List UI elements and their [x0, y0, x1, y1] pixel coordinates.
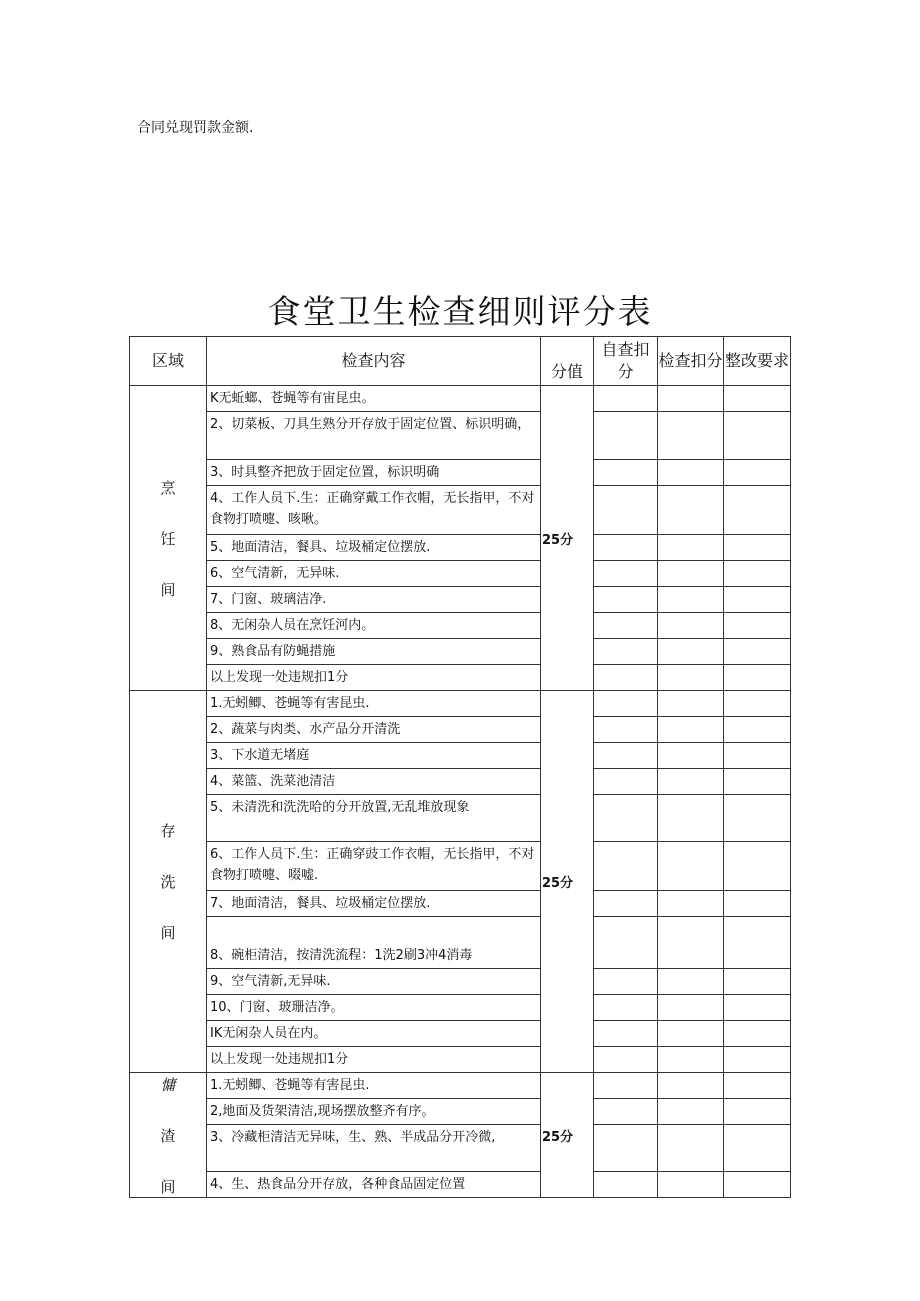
table-row — [130, 1021, 791, 1047]
inspect-cell[interactable] — [658, 717, 724, 743]
check-item: 1.无蚓鲫、苍蝇等有害昆虫. — [207, 691, 541, 717]
score-cell: 25分 — [541, 386, 594, 691]
area-char: 烹 — [160, 478, 176, 497]
check-item: 8、无闲杂人员在烹饪河内。 — [207, 613, 541, 639]
inspect-cell[interactable] — [658, 995, 724, 1021]
inspect-cell[interactable] — [658, 769, 724, 795]
area-char: 饪 — [160, 529, 176, 548]
self-check-cell[interactable] — [594, 587, 658, 613]
inspect-cell[interactable] — [658, 1099, 724, 1125]
header-inspect: 检查扣分 — [658, 337, 724, 386]
table-row — [130, 535, 791, 561]
table-row — [130, 587, 791, 613]
table-row — [130, 1172, 791, 1198]
check-item: 5、地面清洁，餐具、垃圾桶定位摆放. — [207, 535, 541, 561]
contract-note: 合同兑现罚款金额. — [137, 120, 254, 136]
inspect-cell[interactable] — [658, 795, 724, 842]
table-row — [130, 717, 791, 743]
rectify-cell[interactable] — [724, 1073, 791, 1099]
check-item: 4、菜篮、洗菜池清洁 — [207, 769, 541, 795]
rectify-cell[interactable] — [724, 587, 791, 613]
self-check-cell[interactable] — [594, 535, 658, 561]
self-check-cell[interactable] — [594, 1021, 658, 1047]
check-item: 8、碗柜清洁，按清洗流程：1洗2刷3冲4消毒 — [207, 917, 541, 969]
check-item: IK无闲杂人员在内。 — [207, 1021, 541, 1047]
self-check-cell[interactable] — [594, 995, 658, 1021]
inspect-cell[interactable] — [658, 1073, 724, 1099]
check-item: 2、切菜板、刀具生熟分开存放于固定位置、标识明确， — [207, 412, 541, 460]
rectify-cell[interactable] — [724, 1099, 791, 1125]
table-row — [130, 665, 791, 691]
rectify-cell[interactable] — [724, 639, 791, 665]
area-char: 间 — [160, 1177, 176, 1196]
check-item: 7、门窗、玻璃洁净. — [207, 587, 541, 613]
rectify-cell[interactable] — [724, 486, 791, 535]
self-check-cell[interactable] — [594, 486, 658, 535]
area-char: 洗 — [160, 873, 176, 891]
table-row — [130, 691, 791, 717]
area-char: 渣 — [160, 1126, 176, 1145]
inspect-cell[interactable] — [658, 891, 724, 917]
inspect-cell[interactable] — [658, 1125, 724, 1172]
check-item: 3、下水道无堵庭 — [207, 743, 541, 769]
table-row — [130, 769, 791, 795]
table-row — [130, 561, 791, 587]
self-check-cell[interactable] — [594, 1073, 658, 1099]
table-row — [130, 917, 791, 969]
self-check-cell[interactable] — [594, 795, 658, 842]
table-row — [130, 486, 791, 535]
rectify-cell[interactable] — [724, 1047, 791, 1073]
check-item: 6、空气清新，无异味. — [207, 561, 541, 587]
area-char: 慵 — [160, 1075, 176, 1094]
self-check-cell[interactable] — [594, 969, 658, 995]
rectify-cell[interactable] — [724, 795, 791, 842]
inspect-cell[interactable] — [658, 587, 724, 613]
table-row — [130, 460, 791, 486]
inspection-table — [129, 336, 791, 1198]
check-item: 9、空气清新,无异味. — [207, 969, 541, 995]
area-cell — [130, 1073, 207, 1198]
self-check-cell[interactable] — [594, 717, 658, 743]
table-row — [130, 639, 791, 665]
inspect-cell[interactable] — [658, 639, 724, 665]
rectify-cell[interactable] — [724, 665, 791, 691]
check-item: 4、工作人员下.生：正确穿戴工作衣帽，无长指甲，不对食物打喷嚏、咳啾。 — [207, 486, 541, 535]
self-check-cell[interactable] — [594, 1099, 658, 1125]
header-area: 区域 — [130, 337, 207, 386]
header-self-check: 自查扣分 — [594, 337, 658, 386]
table-row — [130, 842, 791, 891]
check-item: K无蚯螂、苍蝇等有宙昆虫。 — [207, 386, 541, 412]
inspect-cell[interactable] — [658, 691, 724, 717]
self-check-cell[interactable] — [594, 460, 658, 486]
self-check-cell[interactable] — [594, 386, 658, 412]
table-row — [130, 1047, 791, 1073]
rectify-cell[interactable] — [724, 1021, 791, 1047]
table-row — [130, 969, 791, 995]
inspect-cell[interactable] — [658, 561, 724, 587]
self-check-cell[interactable] — [594, 769, 658, 795]
area-char: 间 — [160, 580, 176, 599]
check-item: 以上发现一处违规扣1分 — [207, 665, 541, 691]
check-item: 2、蔬菜与肉类、水产品分开清洗 — [207, 717, 541, 743]
inspect-cell[interactable] — [658, 412, 724, 460]
rectify-cell[interactable] — [724, 769, 791, 795]
inspect-cell[interactable] — [658, 613, 724, 639]
table-row — [130, 613, 791, 639]
check-item: 6、工作人员下.生：正确穿豉工作衣帽，无长指甲，不对食物打喷嚏、啜嘘. — [207, 842, 541, 891]
table-row — [130, 795, 791, 842]
self-check-cell[interactable] — [594, 1047, 658, 1073]
table-row — [130, 743, 791, 769]
self-check-cell[interactable] — [594, 917, 658, 969]
inspect-cell[interactable] — [658, 969, 724, 995]
rectify-cell[interactable] — [724, 717, 791, 743]
table-row — [130, 891, 791, 917]
inspect-cell[interactable] — [658, 535, 724, 561]
rectify-cell[interactable] — [724, 1172, 791, 1198]
inspect-cell[interactable] — [658, 1047, 724, 1073]
self-check-cell[interactable] — [594, 1125, 658, 1172]
rectify-cell[interactable] — [724, 917, 791, 969]
rectify-cell[interactable] — [724, 386, 791, 412]
rectify-cell[interactable] — [724, 891, 791, 917]
self-check-cell[interactable] — [594, 412, 658, 460]
inspect-cell[interactable] — [658, 917, 724, 969]
check-item: 5、未清洗和洗洗哈的分开放置,无乱堆放现象 — [207, 795, 541, 842]
table-row — [130, 1125, 791, 1172]
rectify-cell[interactable] — [724, 460, 791, 486]
header-content: 检查内容 — [207, 337, 541, 386]
score-cell: 25分 — [541, 1073, 594, 1198]
self-check-cell[interactable] — [594, 665, 658, 691]
table-row — [130, 1099, 791, 1125]
inspect-cell[interactable] — [658, 743, 724, 769]
self-check-cell[interactable] — [594, 891, 658, 917]
rectify-cell[interactable] — [724, 613, 791, 639]
area-char: 间 — [160, 924, 176, 942]
table-row — [130, 995, 791, 1021]
rectify-cell[interactable] — [724, 1125, 791, 1172]
rectify-cell[interactable] — [724, 691, 791, 717]
check-item: 4、生、热食品分开存放，各种食品固定位置 — [207, 1172, 541, 1198]
rectify-cell[interactable] — [724, 842, 791, 891]
rectify-cell[interactable] — [724, 535, 791, 561]
rectify-cell[interactable] — [724, 969, 791, 995]
check-item: 10、门窗、玻珊洁净。 — [207, 995, 541, 1021]
area-cell — [130, 691, 207, 1073]
self-check-cell[interactable] — [594, 613, 658, 639]
page-title: 食堂卫生检查细则评分表 — [267, 292, 653, 331]
table-row — [130, 1073, 791, 1099]
header-score: 分值 — [541, 337, 594, 386]
rectify-cell[interactable] — [724, 561, 791, 587]
inspect-cell[interactable] — [658, 486, 724, 535]
inspect-cell[interactable] — [658, 460, 724, 486]
area-cell — [130, 386, 207, 691]
score-cell: 25分 — [541, 691, 594, 1073]
inspect-cell[interactable] — [658, 842, 724, 891]
check-item: 2,地面及货架清洁,现场摆放整齐有序。 — [207, 1099, 541, 1125]
rectify-cell[interactable] — [724, 743, 791, 769]
area-char: 存 — [160, 822, 176, 840]
header-row — [130, 337, 791, 386]
self-check-cell[interactable] — [594, 691, 658, 717]
self-check-cell[interactable] — [594, 639, 658, 665]
inspect-cell[interactable] — [658, 1021, 724, 1047]
rectify-cell[interactable] — [724, 412, 791, 460]
check-item: 以上发现一处违规扣1分 — [207, 1047, 541, 1073]
self-check-cell[interactable] — [594, 842, 658, 891]
header-rectify: 整改要求 — [724, 337, 791, 386]
check-item: 7、地面清洁，餐具、垃圾桶定位摆放. — [207, 891, 541, 917]
inspect-cell[interactable] — [658, 386, 724, 412]
self-check-cell[interactable] — [594, 743, 658, 769]
check-item: 3、冷藏柜清洁无异味，生、熟、半成品分开冷微, — [207, 1125, 541, 1172]
self-check-cell[interactable] — [594, 561, 658, 587]
rectify-cell[interactable] — [724, 995, 791, 1021]
table-row — [130, 412, 791, 460]
check-item: 9、熟食品有防蝇措施 — [207, 639, 541, 665]
table-row — [130, 386, 791, 412]
check-item: 1.无蚓鲫、苍蝇等有害昆虫. — [207, 1073, 541, 1099]
self-check-cell[interactable] — [594, 1172, 658, 1198]
inspect-cell[interactable] — [658, 1172, 724, 1198]
inspect-cell[interactable] — [658, 665, 724, 691]
check-item: 3、时具整齐把放于固定位置，标识明确 — [207, 460, 541, 486]
